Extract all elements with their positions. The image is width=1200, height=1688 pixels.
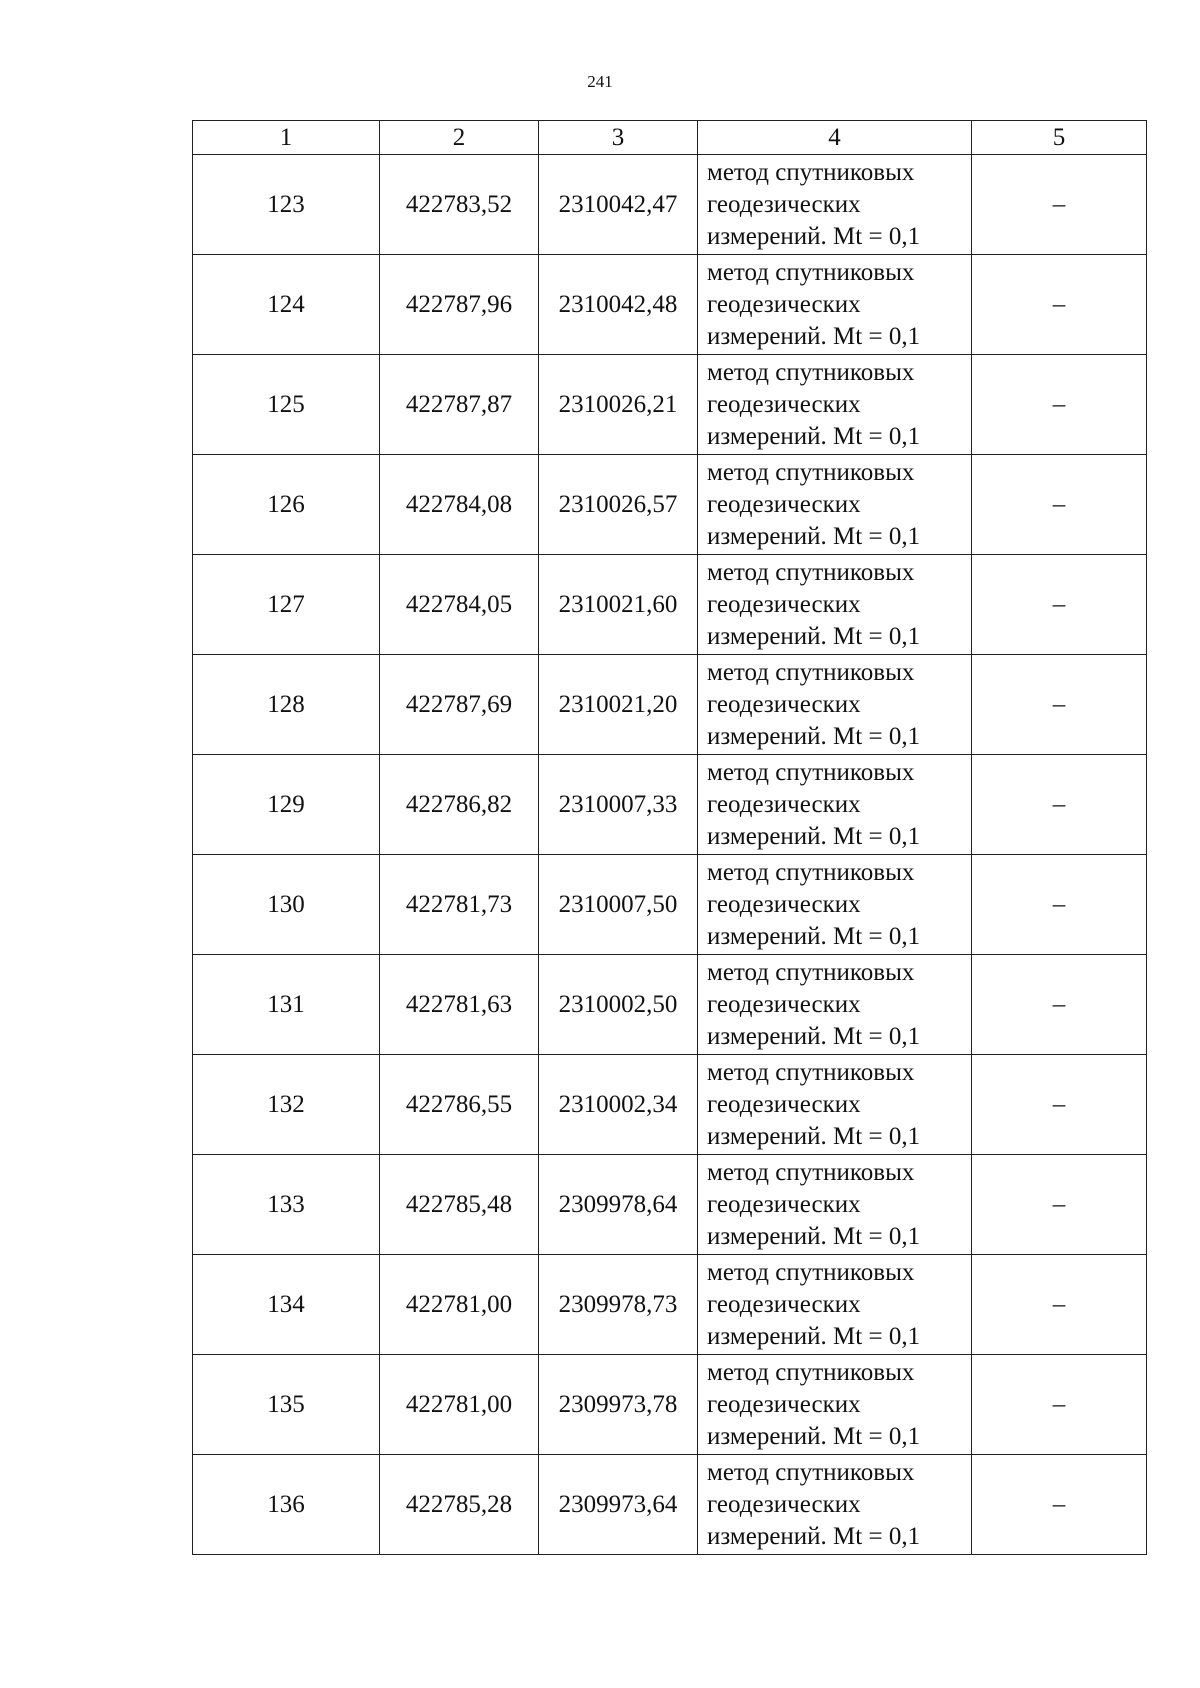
table-row (193, 655, 1147, 755)
method-cell (698, 1455, 972, 1555)
y-coordinate-cell: 2309978,73 (539, 1255, 698, 1355)
method-line: геодезических (707, 1290, 861, 1318)
method-cell (698, 355, 972, 455)
method-line: измерений. Mt = 0,1 (707, 1422, 921, 1450)
method-line: метод спутниковых (707, 1458, 915, 1486)
table-row (193, 1355, 1147, 1455)
note-cell: – (972, 355, 1147, 455)
table-row (193, 955, 1147, 1055)
x-coordinate-cell: 422787,96 (380, 255, 539, 355)
note-cell: – (972, 1155, 1147, 1255)
method-line: геодезических (707, 590, 861, 618)
point-number-cell: 129 (193, 755, 380, 855)
method-cell (698, 855, 972, 955)
method-line: метод спутниковых (707, 258, 915, 286)
method-line: метод спутниковых (707, 458, 915, 486)
x-coordinate-cell: 422781,73 (380, 855, 539, 955)
method-line: геодезических (707, 790, 861, 818)
note-cell: – (972, 1355, 1147, 1455)
point-number-cell: 130 (193, 855, 380, 955)
method-line: геодезических (707, 390, 861, 418)
column-header-1: 1 (193, 121, 380, 155)
method-cell (698, 255, 972, 355)
table-row (193, 1455, 1147, 1555)
point-number-cell: 128 (193, 655, 380, 755)
method-line: геодезических (707, 190, 861, 218)
y-coordinate-cell: 2310042,48 (539, 255, 698, 355)
method-cell (698, 955, 972, 1055)
method-line: измерений. Mt = 0,1 (707, 1222, 921, 1250)
method-cell (698, 1055, 972, 1155)
note-cell: – (972, 855, 1147, 955)
x-coordinate-cell: 422785,28 (380, 1455, 539, 1555)
note-cell: – (972, 955, 1147, 1055)
method-cell (698, 455, 972, 555)
method-line: геодезических (707, 490, 861, 518)
y-coordinate-cell: 2310042,47 (539, 155, 698, 255)
note-cell: – (972, 1255, 1147, 1355)
note-cell: – (972, 1055, 1147, 1155)
method-line: измерений. Mt = 0,1 (707, 1022, 921, 1050)
method-line: метод спутниковых (707, 1358, 915, 1386)
method-line: метод спутниковых (707, 858, 915, 886)
note-cell: – (972, 755, 1147, 855)
method-line: геодезических (707, 1390, 861, 1418)
y-coordinate-cell: 2309978,64 (539, 1155, 698, 1255)
point-number-cell: 136 (193, 1455, 380, 1555)
x-coordinate-cell: 422786,82 (380, 755, 539, 855)
table-row (193, 1055, 1147, 1155)
method-cell (698, 555, 972, 655)
y-coordinate-cell: 2310021,20 (539, 655, 698, 755)
table-body (193, 155, 1147, 1555)
x-coordinate-cell: 422781,00 (380, 1255, 539, 1355)
point-number-cell: 125 (193, 355, 380, 455)
table-row (193, 555, 1147, 655)
method-line: метод спутниковых (707, 1058, 915, 1086)
method-line: измерений. Mt = 0,1 (707, 722, 921, 750)
y-coordinate-cell: 2310007,33 (539, 755, 698, 855)
method-line: геодезических (707, 290, 861, 318)
x-coordinate-cell: 422786,55 (380, 1055, 539, 1155)
x-coordinate-cell: 422781,00 (380, 1355, 539, 1455)
y-coordinate-cell: 2309973,78 (539, 1355, 698, 1455)
table-row (193, 355, 1147, 455)
point-number-cell: 126 (193, 455, 380, 555)
method-line: метод спутниковых (707, 358, 915, 386)
column-header-3: 3 (539, 121, 698, 155)
table-row (193, 855, 1147, 955)
table-row (193, 155, 1147, 255)
method-line: измерений. Mt = 0,1 (707, 622, 921, 650)
method-line: метод спутниковых (707, 758, 915, 786)
method-line: геодезических (707, 1490, 861, 1518)
method-line: геодезических (707, 1090, 861, 1118)
method-line: измерений. Mt = 0,1 (707, 422, 921, 450)
y-coordinate-cell: 2310021,60 (539, 555, 698, 655)
y-coordinate-cell: 2309973,64 (539, 1455, 698, 1555)
method-line: измерений. Mt = 0,1 (707, 1522, 921, 1550)
note-cell: – (972, 155, 1147, 255)
note-cell: – (972, 555, 1147, 655)
y-coordinate-cell: 2310007,50 (539, 855, 698, 955)
x-coordinate-cell: 422783,52 (380, 155, 539, 255)
point-number-cell: 135 (193, 1355, 380, 1455)
method-line: геодезических (707, 1190, 861, 1218)
column-header-5: 5 (972, 121, 1147, 155)
point-number-cell: 123 (193, 155, 380, 255)
method-cell (698, 1355, 972, 1455)
method-cell (698, 1155, 972, 1255)
note-cell: – (972, 1455, 1147, 1555)
point-number-cell: 133 (193, 1155, 380, 1255)
method-line: геодезических (707, 890, 861, 918)
x-coordinate-cell: 422784,05 (380, 555, 539, 655)
method-line: метод спутниковых (707, 1158, 915, 1186)
method-line: измерений. Mt = 0,1 (707, 322, 921, 350)
method-line: геодезических (707, 990, 861, 1018)
method-cell (698, 155, 972, 255)
point-number-cell: 127 (193, 555, 380, 655)
table-row (193, 1255, 1147, 1355)
x-coordinate-cell: 422781,63 (380, 955, 539, 1055)
note-cell: – (972, 455, 1147, 555)
method-line: метод спутниковых (707, 158, 915, 186)
y-coordinate-cell: 2310026,21 (539, 355, 698, 455)
method-cell (698, 655, 972, 755)
method-cell (698, 755, 972, 855)
column-header-4: 4 (698, 121, 972, 155)
y-coordinate-cell: 2310002,50 (539, 955, 698, 1055)
table-header (193, 121, 1147, 155)
table-row (193, 255, 1147, 355)
method-line: измерений. Mt = 0,1 (707, 822, 921, 850)
method-cell (698, 1255, 972, 1355)
point-number-cell: 131 (193, 955, 380, 1055)
page-number: 241 (587, 72, 613, 91)
x-coordinate-cell: 422787,87 (380, 355, 539, 455)
table-row (193, 455, 1147, 555)
y-coordinate-cell: 2310002,34 (539, 1055, 698, 1155)
note-cell: – (972, 655, 1147, 755)
point-number-cell: 124 (193, 255, 380, 355)
method-line: измерений. Mt = 0,1 (707, 922, 921, 950)
table-row (193, 755, 1147, 855)
method-line: измерений. Mt = 0,1 (707, 1322, 921, 1350)
point-number-cell: 132 (193, 1055, 380, 1155)
note-cell: – (972, 255, 1147, 355)
method-line: измерений. Mt = 0,1 (707, 1122, 921, 1150)
x-coordinate-cell: 422784,08 (380, 455, 539, 555)
method-line: метод спутниковых (707, 558, 915, 586)
table-row (193, 1155, 1147, 1255)
coordinates-table (192, 120, 1147, 1555)
method-line: измерений. Mt = 0,1 (707, 222, 921, 250)
x-coordinate-cell: 422785,48 (380, 1155, 539, 1255)
method-line: геодезических (707, 690, 861, 718)
method-line: метод спутниковых (707, 1258, 915, 1286)
method-line: метод спутниковых (707, 658, 915, 686)
column-header-2: 2 (380, 121, 539, 155)
method-line: измерений. Mt = 0,1 (707, 522, 921, 550)
method-line: метод спутниковых (707, 958, 915, 986)
y-coordinate-cell: 2310026,57 (539, 455, 698, 555)
header-row (193, 121, 1147, 155)
point-number-cell: 134 (193, 1255, 380, 1355)
x-coordinate-cell: 422787,69 (380, 655, 539, 755)
